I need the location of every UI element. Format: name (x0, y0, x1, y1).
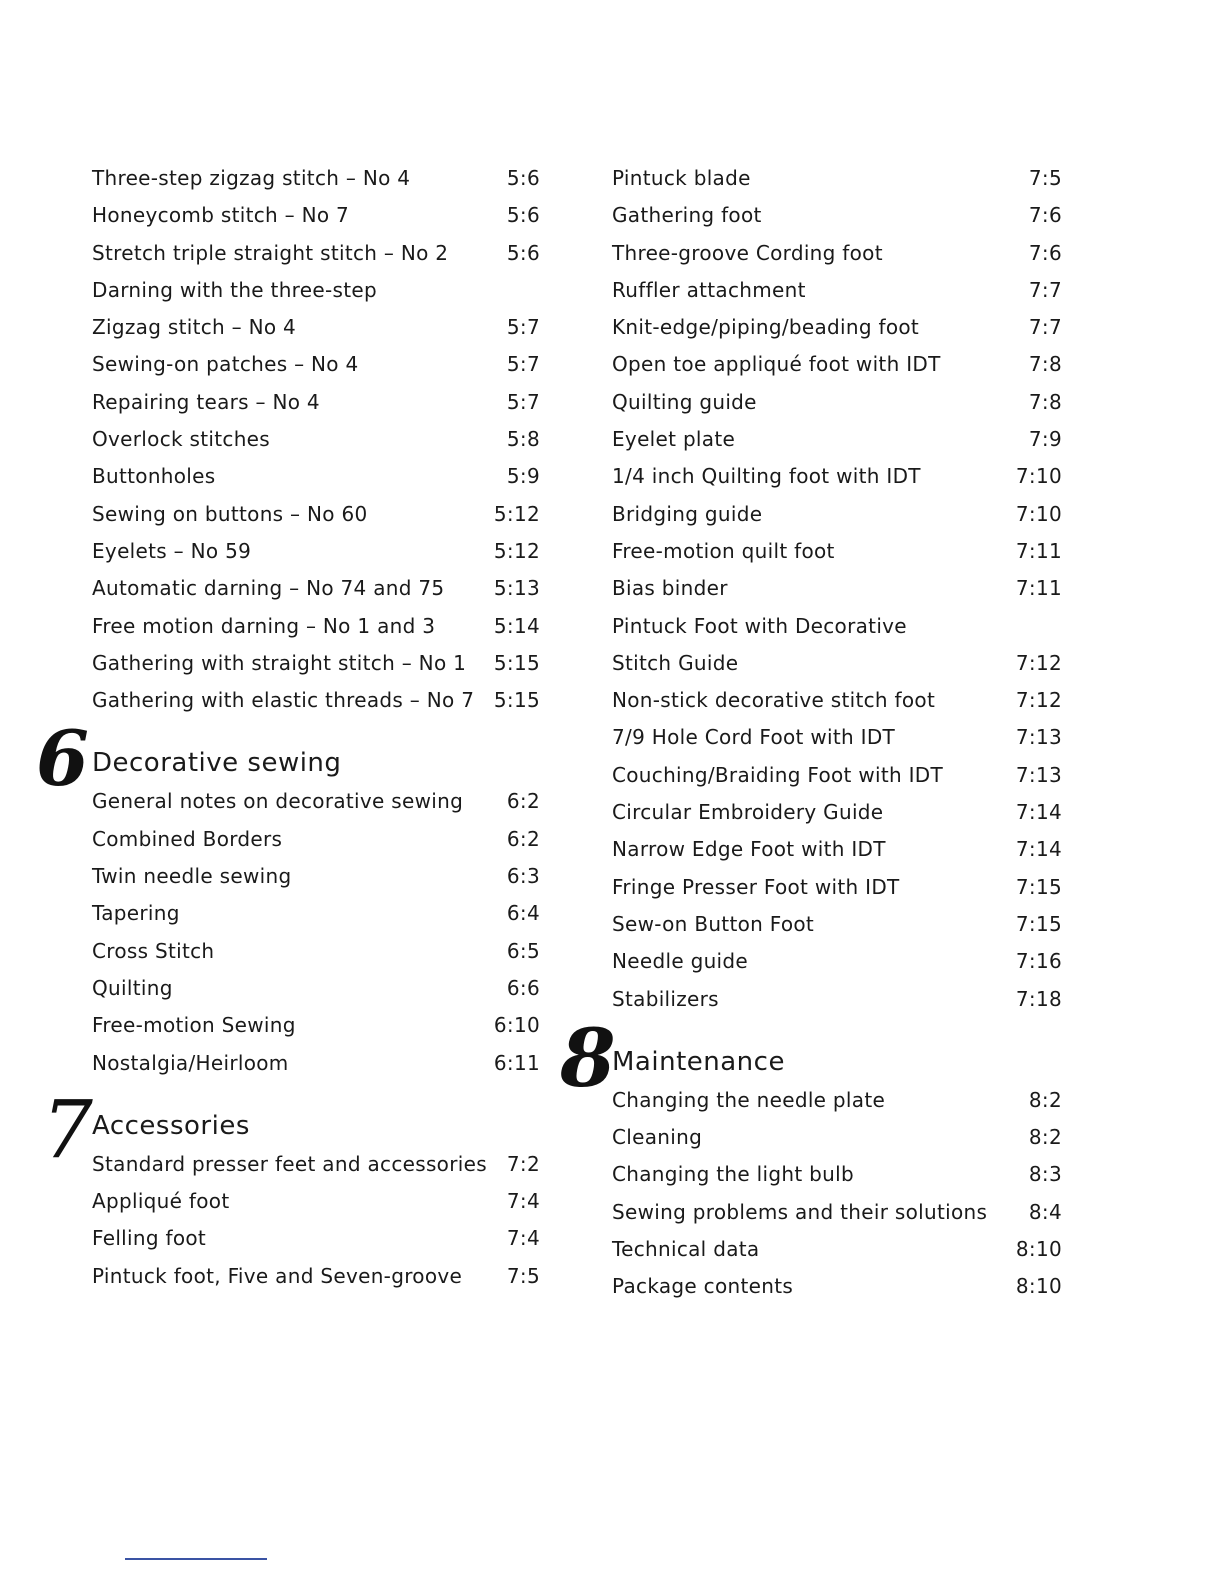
toc-entry-page: 5:7 (506, 389, 540, 414)
toc-entry (92, 783, 540, 820)
footer-rule (125, 1558, 267, 1560)
toc-entry-title: Quilting (92, 975, 173, 1000)
toc-entry-page: 8:2 (1028, 1125, 1062, 1150)
toc-entry-page: 5:6 (506, 240, 540, 265)
toc-entry-page: 5:15 (493, 650, 540, 675)
toc-entry-title: Appliqué foot (92, 1189, 230, 1214)
toc-entry (92, 1146, 540, 1183)
toc-entry-title: Quilting guide (612, 389, 757, 414)
toc-entry-page: 8:10 (1015, 1274, 1062, 1299)
toc-entry-title: Non-stick decorative stitch foot (612, 688, 936, 713)
toc-entry-title: Needle guide (612, 949, 749, 974)
toc-entry-title: Tapering (92, 901, 180, 926)
toc-entry-title: Package contents (612, 1274, 794, 1299)
toc-entry (612, 1119, 1062, 1156)
toc-entry-page: 6:2 (506, 789, 540, 814)
toc-entry-page: 7:12 (1015, 688, 1062, 713)
toc-entry-page: 7:10 (1015, 501, 1062, 526)
toc-entry (92, 1258, 540, 1295)
toc-entry-page: 6:5 (506, 938, 540, 963)
toc-entry-page: 7:6 (1028, 203, 1062, 228)
toc-entry (92, 458, 540, 495)
toc-entry-title: Cleaning (612, 1125, 703, 1150)
toc-entry-title: Free motion darning – No 1 and 3 (92, 613, 436, 638)
toc-entry (612, 533, 1062, 570)
toc-entry-page: 7:6 (1028, 240, 1062, 265)
toc-entry (92, 496, 540, 533)
toc-entry-page: 5:6 (506, 166, 540, 190)
toc-entry-title: Felling foot (92, 1226, 207, 1251)
toc-entry-title: Circular Embroidery Guide (612, 800, 884, 825)
toc-entry-page: 7:4 (506, 1226, 540, 1251)
toc-entry-title: Free-motion quilt foot (612, 538, 835, 563)
toc-entry-title: Zigzag stitch – No 4 (92, 315, 297, 340)
toc-entry-page: 7:13 (1015, 725, 1062, 750)
toc-entry (92, 197, 540, 234)
toc-entry (612, 496, 1062, 533)
toc-entry-page: 6:3 (506, 864, 540, 889)
toc-entry (612, 309, 1062, 346)
toc-entry (612, 272, 1062, 309)
toc-entry-title: Nostalgia/Heirloom (92, 1050, 289, 1075)
toc-entry (612, 458, 1062, 495)
toc-entry-title: General notes on decorative sewing (92, 789, 464, 814)
toc-entry-page: 7:7 (1028, 277, 1062, 302)
toc-entry (92, 309, 540, 346)
toc-entry-page: 7:14 (1015, 837, 1062, 862)
section-8-entries (612, 1082, 1062, 1306)
toc-entry-page: 7:18 (1015, 986, 1062, 1011)
toc-entry-page: 7:5 (1028, 166, 1062, 190)
toc-entry-title: Twin needle sewing (92, 864, 292, 889)
toc-entry (612, 1082, 1062, 1119)
section-6-title: Decorative sewing (92, 748, 342, 779)
toc-entry (612, 757, 1062, 794)
toc-entry-title: Combined Borders (92, 826, 283, 851)
toc-entry-title: Gathering with elastic threads – No 7 (92, 688, 475, 713)
toc-entry (92, 933, 540, 970)
toc-entry (92, 895, 540, 932)
toc-entry (92, 858, 540, 895)
toc-entry (612, 1268, 1062, 1305)
toc-entry-title: Knit-edge/piping/beading foot (612, 315, 920, 340)
toc-entry-page: 6:4 (506, 901, 540, 926)
toc-entry-page: 7:16 (1015, 949, 1062, 974)
toc-entry-title: Bias binder (612, 576, 728, 601)
toc-entry-title: Stabilizers (612, 986, 719, 1011)
section-6-number: 6 (36, 714, 90, 804)
toc-entry-title: Automatic darning – No 74 and 75 (92, 576, 445, 601)
toc-entry (92, 608, 540, 645)
toc-entry (92, 682, 540, 719)
toc-entry (612, 421, 1062, 458)
toc-entry-title: Fringe Presser Foot with IDT (612, 874, 900, 899)
toc-entry-title: Sewing on buttons – No 60 (92, 501, 368, 526)
toc-entry-title: Free-motion Sewing (92, 1013, 296, 1038)
toc-entry-page: 8:2 (1028, 1087, 1062, 1112)
toc-entry (612, 1194, 1062, 1231)
toc-entry-page: 7:14 (1015, 800, 1062, 825)
toc-entry-title: Couching/Braiding Foot with IDT (612, 762, 944, 787)
toc-entry (612, 570, 1062, 607)
section-8-title: Maintenance (612, 1046, 785, 1077)
toc-entry-title: Three-step zigzag stitch – No 4 (92, 166, 411, 190)
toc-entry (92, 821, 540, 858)
toc-entry (612, 869, 1062, 906)
toc-entry-page: 5:14 (493, 613, 540, 638)
toc-entry-title: Pintuck foot, Five and Seven-groove (92, 1263, 463, 1288)
toc-entry-page: 6:6 (506, 975, 540, 1000)
toc-entry-title: Changing the needle plate (612, 1087, 886, 1112)
toc-entry-title: Bridging guide (612, 501, 763, 526)
toc-entry (92, 533, 540, 570)
toc-entry-title: Repairing tears – No 4 (92, 389, 320, 414)
toc-entry (612, 197, 1062, 234)
toc-entry (92, 272, 540, 309)
toc-entry-page: 7:7 (1028, 315, 1062, 340)
toc-entry-title: Gathering with straight stitch – No 1 (92, 650, 467, 675)
toc-entry-page: 6:10 (493, 1013, 540, 1038)
toc-entry (92, 1045, 540, 1082)
toc-entry-title: Cross Stitch (92, 938, 215, 963)
toc-entry-page: 7:8 (1028, 389, 1062, 414)
toc-entry-page: 7:4 (506, 1189, 540, 1214)
toc-entry (612, 1231, 1062, 1268)
toc-entry-page: 6:2 (506, 826, 540, 851)
toc-entry-title: Narrow Edge Foot with IDT (612, 837, 886, 862)
toc-entry (92, 970, 540, 1007)
toc-entry (612, 346, 1062, 383)
toc-entry (612, 235, 1062, 272)
toc-entry-page: 7:13 (1015, 762, 1062, 787)
toc-entry (92, 421, 540, 458)
toc-entry-title: Standard presser feet and accessories (92, 1151, 487, 1176)
toc-entry-title: Stretch triple straight stitch – No 2 (92, 240, 449, 265)
toc-entry-title: Pintuck Foot with Decorative (612, 613, 907, 638)
toc-entry-title: Open toe appliqué foot with IDT (612, 352, 941, 377)
toc-entry-page: 5:12 (493, 538, 540, 563)
toc-entry-title: Three-groove Cording foot (612, 240, 883, 265)
toc-entry (92, 160, 540, 197)
toc-entry-page: 5:13 (493, 576, 540, 601)
toc-entry (92, 1183, 540, 1220)
toc-left-column (36, 160, 540, 1295)
toc-entry-title: 1/4 inch Quilting foot with IDT (612, 464, 921, 489)
toc-entry (92, 384, 540, 421)
toc-entry (612, 981, 1062, 1018)
toc-entry-title: 7/9 Hole Cord Foot with IDT (612, 725, 896, 750)
section-7-title: Accessories (92, 1110, 250, 1141)
toc-entry (92, 1220, 540, 1257)
toc-entry-page: 5:8 (506, 427, 540, 452)
toc-entry-title: Eyelet plate (612, 427, 736, 452)
section-6-entries (92, 783, 540, 1081)
toc-entry-title: Technical data (612, 1237, 760, 1262)
toc-entry-page: 5:7 (506, 352, 540, 377)
toc-entry-page: 5:15 (493, 688, 540, 713)
toc-entry-page: 7:2 (506, 1151, 540, 1176)
toc-entry (612, 719, 1062, 756)
toc-entry-title: Ruffler attachment (612, 277, 806, 302)
toc-entry (92, 570, 540, 607)
toc-entry-page: 7:10 (1015, 464, 1062, 489)
toc-entry (612, 608, 1062, 645)
section-7-number: 7 (42, 1082, 94, 1176)
toc-entries-left-top (92, 160, 540, 719)
toc-entry (92, 346, 540, 383)
toc-entry (92, 1007, 540, 1044)
toc-entries-right-top (612, 160, 1062, 1018)
toc-entry-title: Sewing problems and their solutions (612, 1199, 988, 1224)
toc-entry-title: Honeycomb stitch – No 7 (92, 203, 350, 228)
toc-entry (612, 682, 1062, 719)
toc-entry-page: 5:7 (506, 315, 540, 340)
toc-entry-title: Sewing-on patches – No 4 (92, 352, 359, 377)
section-8-number: 8 (560, 1010, 617, 1105)
toc-entry-page: 7:15 (1015, 911, 1062, 936)
toc-entry-page: 8:3 (1028, 1162, 1062, 1187)
toc-entry (612, 831, 1062, 868)
toc-entry (612, 943, 1062, 980)
toc-entry-page: 6:11 (493, 1050, 540, 1075)
toc-entry-page: 7:8 (1028, 352, 1062, 377)
toc-entry-page: 7:11 (1015, 576, 1062, 601)
toc-entry-page: 5:12 (493, 501, 540, 526)
toc-entry-page: 8:4 (1028, 1199, 1062, 1224)
toc-entry-title: Buttonholes (92, 464, 216, 489)
toc-entry (612, 1156, 1062, 1193)
toc-entry-title: Sew-on Button Foot (612, 911, 815, 936)
toc-entry (612, 645, 1062, 682)
toc-entry-page: 7:9 (1028, 427, 1062, 452)
toc-entry-title: Overlock stitches (92, 427, 270, 452)
toc-entry (612, 160, 1062, 197)
toc-entry-page: 8:10 (1015, 1237, 1062, 1262)
toc-entry-page: 7:15 (1015, 874, 1062, 899)
section-7-entries (92, 1146, 540, 1295)
toc-entry (92, 235, 540, 272)
toc-entry-title: Pintuck blade (612, 166, 751, 190)
toc-entry-title: Darning with the three-step (92, 277, 377, 302)
toc-entry-page: 7:11 (1015, 538, 1062, 563)
toc-entry-page: 5:9 (506, 464, 540, 489)
toc-entry (612, 384, 1062, 421)
toc-entry (612, 906, 1062, 943)
toc-entry (92, 645, 540, 682)
toc-entry-title: Eyelets – No 59 (92, 538, 252, 563)
toc-entry-page: 7:5 (506, 1263, 540, 1288)
toc-entry-page: 7:12 (1015, 650, 1062, 675)
toc-entry-title: Gathering foot (612, 203, 762, 228)
toc-entry-title: Changing the light bulb (612, 1162, 854, 1187)
toc-entry-title: Stitch Guide (612, 650, 739, 675)
toc-right-column (560, 160, 1062, 1306)
toc-entry-page: 5:6 (506, 203, 540, 228)
toc-entry (612, 794, 1062, 831)
